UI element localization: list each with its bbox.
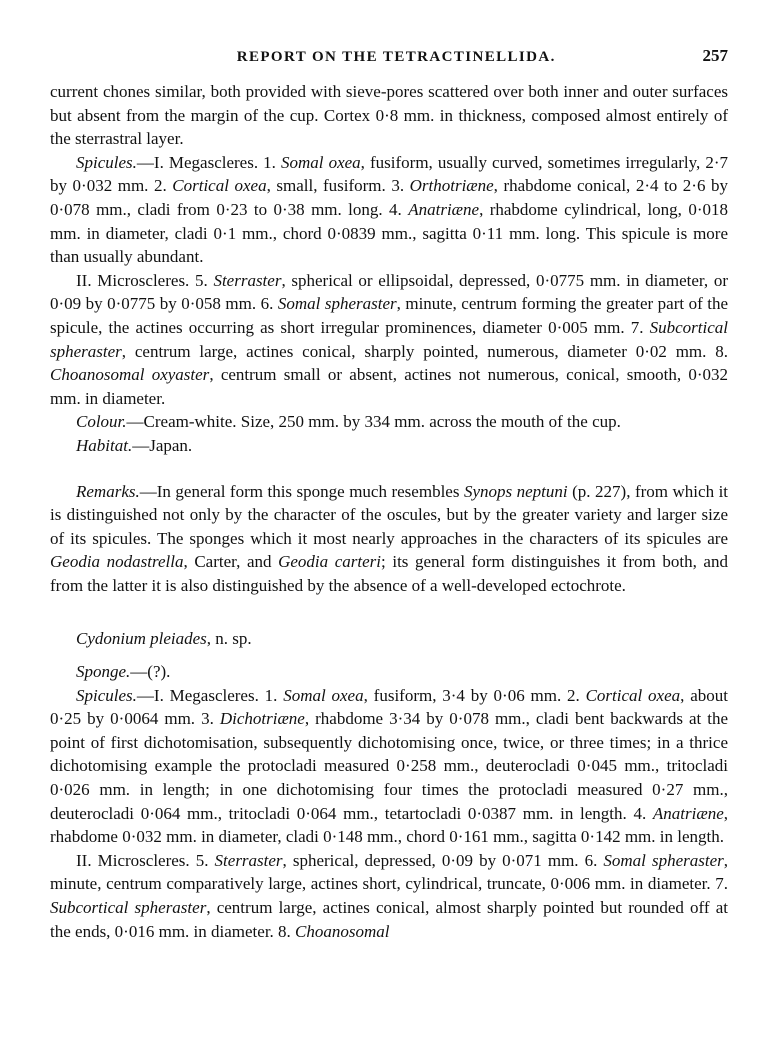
running-title: REPORT ON THE TETRACTINELLIDA. <box>236 49 556 65</box>
paragraph-sponge: Sponge.—(?). <box>76 662 171 682</box>
sponge-label: Sponge. <box>76 662 131 682</box>
paragraph-habitat: Habitat.—Japan. <box>76 435 193 455</box>
paragraph-spicules-megascleres: Spicules.—I. Megascleres. 1. Somal oxea, fusiform, usually curved, sometimes irregularly, 2·7 by 0·032 mm. 2. Cortical oxea, small, fusiform. 3. Orthotriæne, rhabdome conical, 2·4 to 2·6 by 0·078 mm., cladi from 0·23 to 0·38 mm. long. 4. Anatriæne, rhabdome cylindrical, long, 0·018 mm. in diameter, cladi 0·1 mm., chord 0·0839 mm., sagitta 0·11 mm. long. This spicule is more than usually abundant. <box>50 152 729 267</box>
habitat-label: Habitat. <box>76 435 133 455</box>
paragraph-spicules-megascleres-2: Spicules.—I. Megascleres. 1. Somal oxea, fusiform, 3·4 by 0·06 mm. 2. Cortical oxea, about 0·25 by 0·0064 mm. 3. Dichotriæne, rhabdome 3·34 by 0·078 mm., cladi bent backwards at the point of first dichotomisation, subsequently dichotomising once, twice, or three times; in a thrice dichotomising example the protocladi measured 0·258 mm., deuterocladi 0·045 mm., tritocladi 0·026 mm. in length; in one dichotomising four times the protocladi measured 0·27 mm., deuterocladi 0·064 mm., tritocladi 0·064 mm., tetartocladi 0·0387 mm. in length. 4. Anatriæne, rhabdome 0·032 mm. in diameter, cladi 0·148 mm., chord 0·161 mm., sagitta 0·142 mm. in length. <box>50 685 728 847</box>
spacer <box>50 597 728 627</box>
running-head <box>50 46 728 66</box>
spacer <box>50 651 728 660</box>
paragraph-microscleres-2: II. Microscleres. 5. Sterraster, spherical, depressed, 0·09 by 0·071 mm. 6. Somal spheraster, minute, centrum comparatively large, actines short, cylindrical, truncate, 0·006 mm. in diameter. 7. Subcortical spheraster, centrum large, actines conical, almost sharply pointed but rounded off at the ends, 0·016 mm. in diameter. 8. Choanosomal <box>50 850 728 941</box>
colour-label: Colour. <box>76 412 127 432</box>
body-text <box>50 80 728 943</box>
spicules-label-2: Spicules. <box>76 685 137 705</box>
page-number: 257 <box>702 46 728 65</box>
paragraph-remarks: Remarks.—In general form this sponge much resembles Synops neptuni (p. 227), from which it is distinguished not only by the character of the oscules, but by the greater variety and larger size of its spicules. The sponges which it most nearly approaches in the characters of its spicules are Geodia nodastrella, Carter, and Geodia carteri; its general form distinguishes it from both, and from the latter it is also distinguished by the absence of a well-developed ectochrote. <box>50 481 729 595</box>
species-heading: Cydonium pleiades, n. sp. <box>76 629 252 649</box>
paragraph-colour: Colour.—Cream-white. Size, 250 mm. by 334 mm. across the mouth of the cup. <box>76 412 621 432</box>
spicules-label: Spicules. <box>76 152 137 172</box>
remarks-label: Remarks. <box>76 481 140 501</box>
spacer <box>50 458 728 480</box>
species-name: Cydonium pleiades <box>76 629 207 649</box>
paragraph-microscleres: II. Microscleres. 5. Sterraster, spherical or ellipsoidal, depressed, 0·0775 mm. in diameter, or 0·09 by 0·0775 by 0·058 mm. 6. Somal spheraster, minute, centrum forming the greater part of the spicule, the actines occurring as short irregular prominences, diameter 0·005 mm. 7. Subcortical spheraster, centrum large, actines conical, sharply pointed, numerous, diameter 0·02 mm. 8. Choanosomal oxyaster, centrum small or absent, actines not numerous, conical, smooth, 0·032 mm. in diameter. <box>50 270 729 408</box>
paragraph-canals: current chones similar, both provided with sieve-pores scattered over both inner and outer surfaces but absent from the margin of the cup. Cortex 0·8 mm. in thickness, composed almost entirely of the sterrastral layer. <box>50 82 728 149</box>
